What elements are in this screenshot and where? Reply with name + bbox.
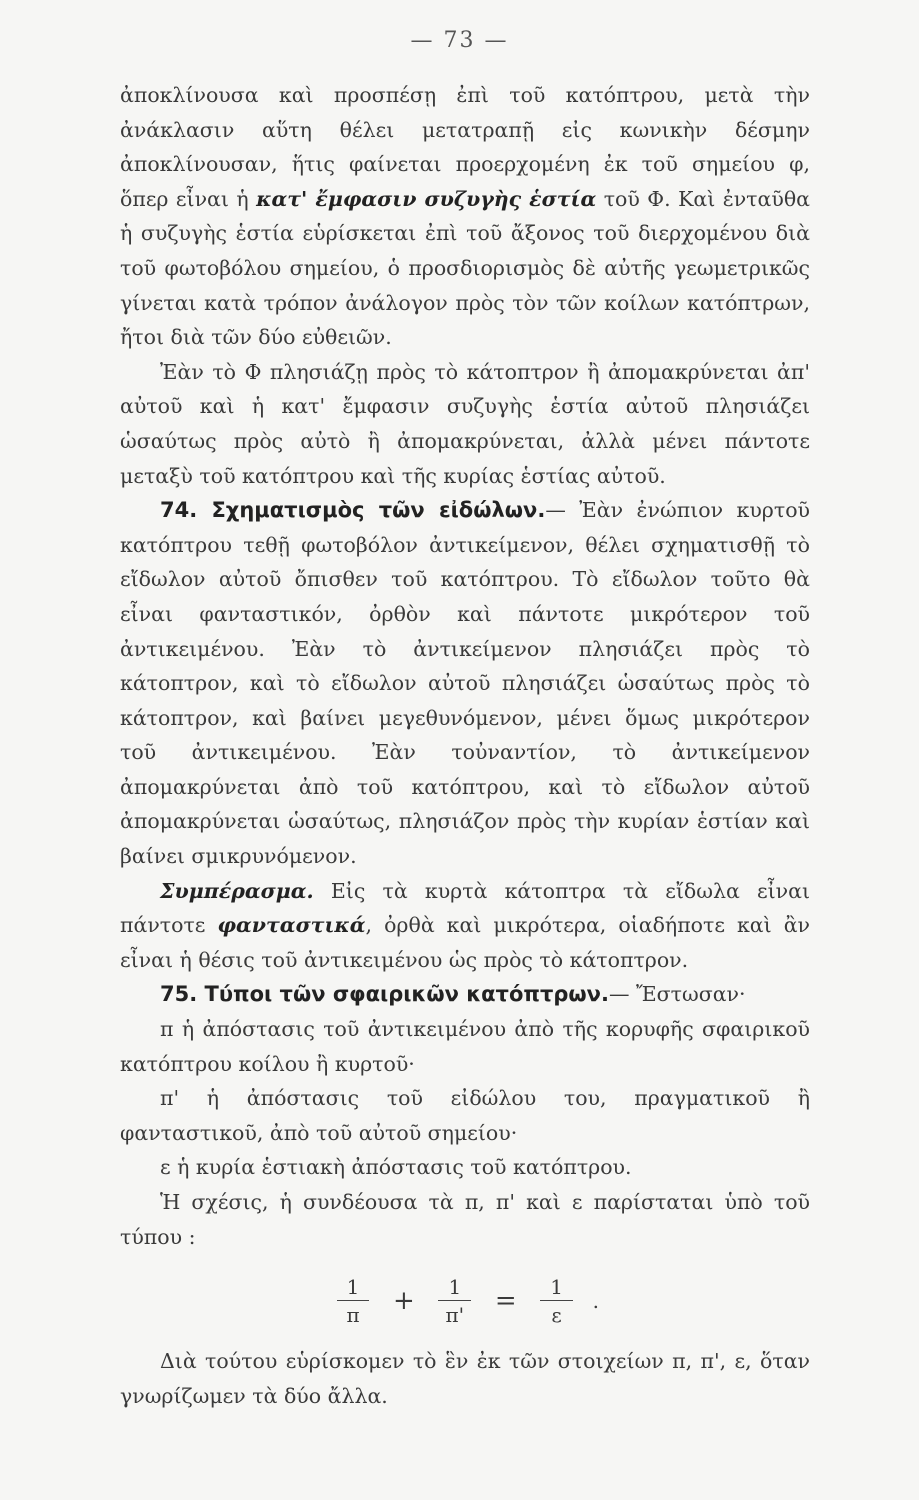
conclusion-paragraph (120, 874, 810, 978)
page-number: — 73 — (410, 28, 509, 53)
conclusion-label: Συμπέρασμα. (160, 878, 314, 903)
conclusion-text-a: Εἰς τὰ κυρτὰ κάτοπτρα τὰ εἴδωλα εἶναι πάντοτε (120, 878, 810, 938)
page-body (120, 78, 810, 1413)
conclusion-text-c: , ὀρθὰ καὶ μικρότερα, οἱαδήποτε καὶ ἂν εἶναι ἡ θέσις τοῦ ἀντικειμένου ὡς πρὸς τὸ κάτοπτρον. (120, 913, 810, 972)
section-75 (120, 977, 810, 1012)
paragraph-1-text-c: τοῦ Φ. Καὶ ἐνταῦθα ἡ συζυγὴς ἑστία εὑρίσκεται ἐπὶ τοῦ ἄξονος τοῦ διερχομένου διὰ τοῦ φωτοβόλου σημείου, ὁ προσδιορισμὸς δὲ αὐτῆς γεωμετρικῶς γίνεται κατὰ τρόπον ἀνάλογον πρὸς τὸν τῶν κοίλων κατόπτρων, ἤτοι διὰ τῶν δύο εὐθειῶν. (120, 186, 811, 350)
relation-paragraph: Ἡ σχέσις, ἡ συνδέουσα τὰ π, π' καὶ ε παρίσταται ὑπὸ τοῦ τύπου : (120, 1190, 810, 1249)
section-74 (120, 493, 810, 874)
definition-epsilon: ε ἡ κυρία ἑστιακὴ ἀπόστασις τοῦ κατόπτρου. (160, 1155, 632, 1180)
definitions-list (120, 1012, 810, 1185)
section-75-heading: 75. Τύποι τῶν σφαιρικῶν κατόπτρων. (160, 982, 609, 1007)
definition-pi-prime: π' ἡ ἀπόστασις τοῦ εἰδώλου του, πραγματικοῦ ἢ φανταστικοῦ, ἀπὸ τοῦ αὐτοῦ σημείου· (120, 1086, 810, 1145)
mirror-formula (120, 1258, 810, 1344)
section-75-text: — Ἔστωσαν· (608, 982, 746, 1007)
definition-pi: π ἡ ἀπόστασις τοῦ ἀντικειμένου ἀπὸ τῆς κορυφῆς σφαιρικοῦ κατόπτρου κοίλου ἢ κυρτοῦ· (120, 1017, 810, 1076)
final-paragraph: Διὰ τούτου εὑρίσκομεν τὸ ἓν ἐκ τῶν στοιχείων π, π', ε, ὅταν γνωρίζωμεν τὰ δύο ἄλλα. (120, 1349, 810, 1408)
fraction-3-numerator: 1 (540, 1274, 573, 1301)
section-74-heading: 74. Σχηματισμὸς τῶν εἰδώλων. (160, 498, 546, 523)
fraction-3 (535, 1274, 579, 1329)
paragraph-2: Ἐὰν τὸ Φ πλησιάζῃ πρὸς τὸ κάτοπτρον ἢ ἀπομακρύνεται ἀπ' αὐτοῦ καὶ ἡ κατ' ἔμφασιν συζυγὴς ἑστία αὐτοῦ πλησιάζει ὡσαύτως πρὸς αὐτὸ ἢ ἀπομακρύνεται, ἀλλὰ μένει πάντοτε μεταξὺ τοῦ κατόπτρου καὶ τῆς κυρίας ἑστίας αὐτοῦ. (120, 359, 810, 488)
term-virtual-conjugate-focus: κατ' ἔμφασιν συζυγὴς ἑστία (256, 186, 597, 211)
fraction-2-denominator: π' (445, 1302, 465, 1327)
formula-period: . (592, 1288, 599, 1313)
fraction-1 (331, 1274, 375, 1329)
fraction-1-denominator: π (346, 1302, 360, 1327)
fraction-2-numerator: 1 (438, 1274, 471, 1301)
fraction-3-denominator: ε (551, 1302, 562, 1327)
paragraph-1-text-a: ἀποκλίνουσα καὶ προσπέσῃ ἐπὶ τοῦ κατόπτρου, μετὰ τὴν ἀνάκλασιν αὕτη θέλει μετατραπῇ εἰς κωνικὴν δέσμην ἀποκλίνουσαν, ἥτις φαίνεται προερχομένη ἐκ τοῦ σημείου φ, ὅπερ εἶναι ἡ (120, 83, 810, 211)
section-74-text: — Ἐὰν ἐνώπιον κυρτοῦ κατόπτρου τεθῇ φωτοβόλον ἀντικείμενον, θέλει σχηματισθῇ τὸ εἴδωλον αὐτοῦ ὄπισθεν τοῦ κατόπτρου. Τὸ εἴδωλον τοῦτο θὰ εἶναι φανταστικόν, ὀρθὸν καὶ πάντοτε μικρότερον τοῦ ἀντικειμένου. Ἐὰν τὸ ἀντικείμενον πλησιάζει πρὸς τὸ κάτοπτρον, καὶ τὸ εἴδωλον αὐτοῦ πλησιάζει ὡσαύτως πρὸς τὸ κάτοπτρον, καὶ βαίνει μεγεθυνόμενον, μένει ὅμως μικρότερον τοῦ ἀντικειμένου. Ἐὰν τοὐναντίον, τὸ ἀντικείμενον ἀπομακρύνεται ἀπὸ τοῦ κατόπτρου, καὶ τὸ εἴδωλον αὐτοῦ ἀπομακρύνεται ὡσαύτως, πλησιάζον πρὸς τὴν κυρίαν ἑστίαν καὶ βαίνει σμικρυνόμενον. (120, 498, 810, 869)
fraction-1-numerator: 1 (337, 1274, 370, 1301)
paragraph-1 (120, 78, 810, 355)
fraction-2 (433, 1274, 477, 1329)
conclusion-emphasis: φανταστικά (217, 913, 366, 938)
plus-sign: + (393, 1285, 415, 1316)
equals-sign: = (494, 1285, 517, 1316)
